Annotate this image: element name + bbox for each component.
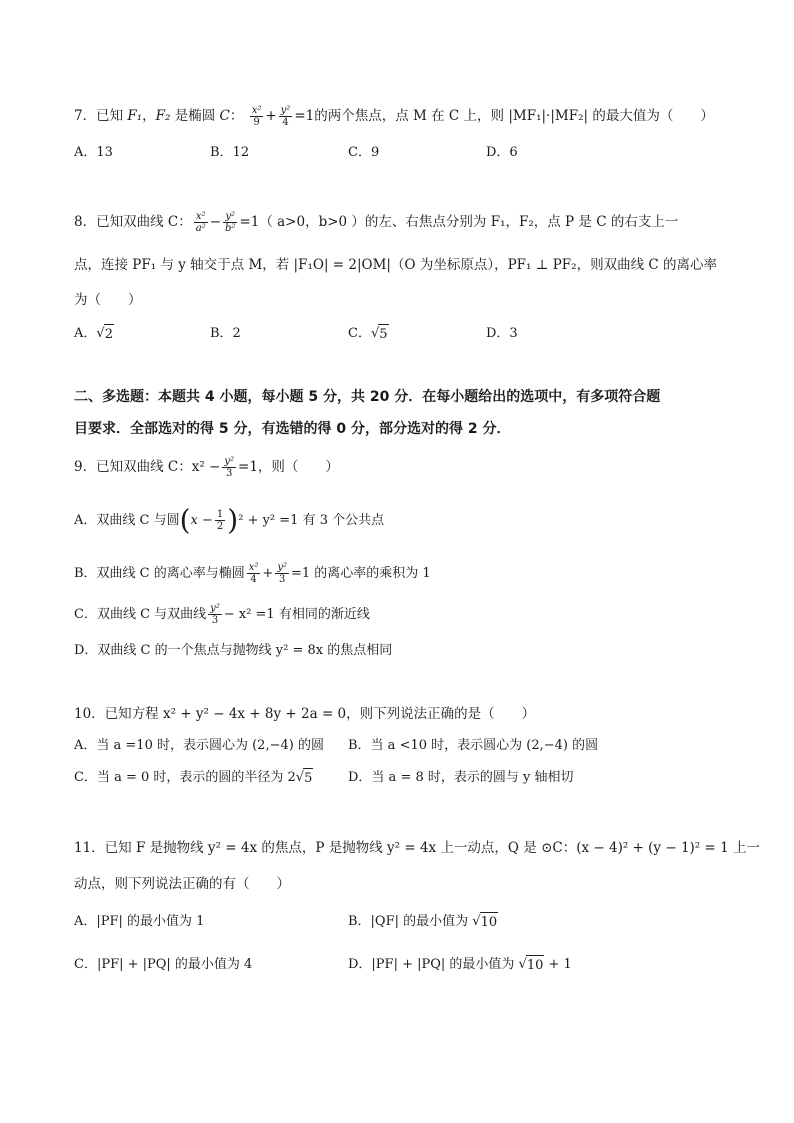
q11-option-b-sqrt: √ 10: [472, 912, 498, 933]
q7-frac2: [279, 105, 293, 128]
q8-option-c-radicand: 5: [378, 324, 388, 345]
q8-option-d: D．3: [486, 326, 518, 341]
q11-stem-line1: 11．已知 F 是抛物线 y² = 4x 的焦点，P 是抛物线 y² = 4x 上一动点，Q 是 ⊙C：(x − 4)² + (y − 1)² = 1 上一: [74, 840, 760, 856]
q10-stem: 10．已知方程 x² + y² − 4x + 8y + 2a = 0，则下列说法正确的是（ ）: [74, 706, 536, 722]
q8-text-a: 8．已知双曲线 C：: [74, 214, 192, 230]
q9-option-a-frac: [215, 509, 225, 532]
q7-c: C: [219, 108, 230, 124]
q9-option-a: [74, 503, 385, 537]
q7-option-c: C．9: [348, 145, 380, 160]
q8-stem-line1: [74, 211, 678, 234]
q9-option-a-lparen: (: [179, 503, 191, 537]
q9-frac-num: y²: [224, 456, 235, 467]
section2-heading-line2: 目要求．全部选对的得 5 分，有选错的得 0 分，部分选对的得 2 分．: [74, 421, 511, 437]
q9-option-b-frac1-num: x²: [248, 562, 259, 573]
q11-option-d-sqrt: √ 10: [519, 955, 545, 976]
q9-option-b-frac2-num: y²: [277, 562, 287, 573]
q9-option-d: D．双曲线 C 的一个焦点与抛物线 y² = 8x 的焦点相同: [74, 643, 393, 658]
q8-option-a-label: A．: [74, 326, 97, 341]
q8-frac1-den: a²: [195, 223, 206, 234]
q7-frac1-num: x²: [251, 105, 262, 116]
q8-option-b: B．2: [210, 326, 241, 341]
q7-frac1: [250, 105, 264, 128]
q7-frac2-num: y²: [280, 105, 291, 116]
q7-option-a: A．13: [74, 145, 113, 160]
q9-option-c: [74, 603, 370, 626]
q8-option-c-sqrt: √ 5: [371, 324, 389, 345]
q7-plus: +: [265, 108, 277, 124]
q10-option-a: A．当 a =10 时，表示圆心为 (2,−4) 的圆: [74, 738, 324, 753]
q11-option-b-radicand: 10: [480, 912, 499, 933]
q8-option-c: [348, 324, 389, 345]
q9-option-c-frac-num: y²: [210, 603, 220, 614]
q8-option-a: [74, 324, 114, 345]
q9-option-b-label: B．双曲线 C 的离心率与椭圆: [74, 566, 245, 581]
q9-option-b-frac2-den: 3: [278, 574, 286, 585]
q9-option-b: [74, 562, 431, 585]
q9-option-b-plus: +: [262, 566, 274, 581]
q7-f2: F₂: [155, 108, 171, 124]
q10-option-b: B．当 a <10 时，表示圆心为 (2,−4) 的圆: [348, 738, 599, 753]
q7-frac1-den: 9: [253, 117, 260, 128]
q7-text-a: 7．已知: [74, 108, 128, 124]
q9-frac: [222, 456, 236, 479]
q7-option-b: B．12: [210, 145, 250, 160]
q9-option-a-x: x −: [190, 513, 213, 528]
q9-option-b-frac1-den: 4: [250, 574, 257, 585]
q9-text-a: 9．已知双曲线 C：x² −: [74, 459, 221, 475]
q10-option-c-sqrt: √ 5: [296, 768, 314, 789]
section2-heading-line1: 二、多选题：本题共 4 小题，每小题 5 分，共 20 分．在每小题给出的选项中，有多项符合题: [74, 389, 661, 405]
q9-option-b-frac1: [247, 562, 261, 585]
q8-option-c-label: C．: [348, 326, 371, 341]
q9-option-c-rest: − x² =1 有相同的渐近线: [223, 607, 370, 622]
q8-stem-line2: 点，连接 PF₁ 与 y 轴交于点 M，若 |F₁O| = 2|OM|（O 为坐标原点），PF₁ ⊥ PF₂，则双曲线 C 的离心率: [74, 257, 717, 273]
q10-option-c-text: C．当 a = 0 时，表示的圆的半径为 2: [74, 770, 296, 785]
q9-option-a-frac-den: 2: [216, 521, 224, 532]
q9-text-b: =1，则（ ）: [238, 459, 339, 475]
q9-stem: [74, 456, 339, 479]
q9-option-a-frac-num: 1: [216, 509, 224, 520]
q9-option-c-frac: [208, 603, 222, 626]
q7-stem: [74, 105, 714, 128]
q11-option-a: A．|PF| 的最小值为 1: [74, 914, 205, 929]
q8-text-b: =1（ a>0，b>0 ）的左、右焦点分别为 F₁，F₂，点 P 是 C 的右支上一: [239, 214, 679, 230]
q8-minus: −: [209, 214, 222, 230]
q11-option-d-tail: + 1: [544, 957, 572, 972]
q7-text-c: =1的两个焦点，点 M 在 C 上，则 |MF₁|·|MF₂| 的最大值为（ ）: [294, 108, 714, 124]
q9-option-a-rest: ² + y² =1 有 3 个公共点: [238, 513, 385, 528]
q9-frac-den: 3: [225, 468, 233, 479]
q11-option-d-text: D．|PF| + |PQ| 的最小值为: [348, 957, 519, 972]
q7-option-d: D．6: [486, 145, 518, 160]
q10-option-c-radicand: 5: [303, 768, 313, 789]
q8-frac1-num: x²: [195, 211, 206, 222]
q8-option-a-radicand: 2: [104, 324, 114, 345]
q11-option-b-text: B．|QF| 的最小值为: [348, 914, 473, 929]
q7-f1: F₁: [127, 108, 143, 124]
q9-option-b-rest: =1 的离心率的乘积为 1: [291, 566, 431, 581]
q7-text-b: 是椭圆: [170, 108, 220, 124]
q10-option-c: [74, 768, 313, 789]
q10-option-d: D．当 a = 8 时，表示的圆与 y 轴相切: [348, 770, 574, 785]
q11-option-d-radicand: 10: [526, 955, 545, 976]
q11-option-c: C．|PF| + |PQ| 的最小值为 4: [74, 957, 253, 972]
q11-option-d: [348, 955, 572, 976]
q8-option-a-sqrt: √ 2: [96, 324, 114, 345]
q7-frac2-den: 4: [282, 117, 289, 128]
q7-sep: ，: [142, 108, 156, 124]
q7-colon: ：: [229, 108, 244, 124]
q8-frac2: [223, 211, 237, 234]
q8-frac1: [194, 211, 208, 234]
q8-stem-line3: 为（ ）: [74, 292, 142, 308]
q9-option-a-label: A．双曲线 C 与圆: [74, 513, 180, 528]
q11-option-b: [348, 912, 498, 933]
q8-frac2-num: y²: [225, 211, 236, 222]
q8-frac2-den: b²: [225, 223, 236, 234]
q9-option-c-label: C．双曲线 C 与双曲线: [74, 607, 207, 622]
q9-option-a-rparen: ): [227, 503, 239, 537]
q9-option-b-frac2: [275, 562, 289, 585]
q11-stem-line2: 动点，则下列说法正确的有（ ）: [74, 876, 290, 892]
q9-option-c-frac-den: 3: [211, 615, 219, 626]
